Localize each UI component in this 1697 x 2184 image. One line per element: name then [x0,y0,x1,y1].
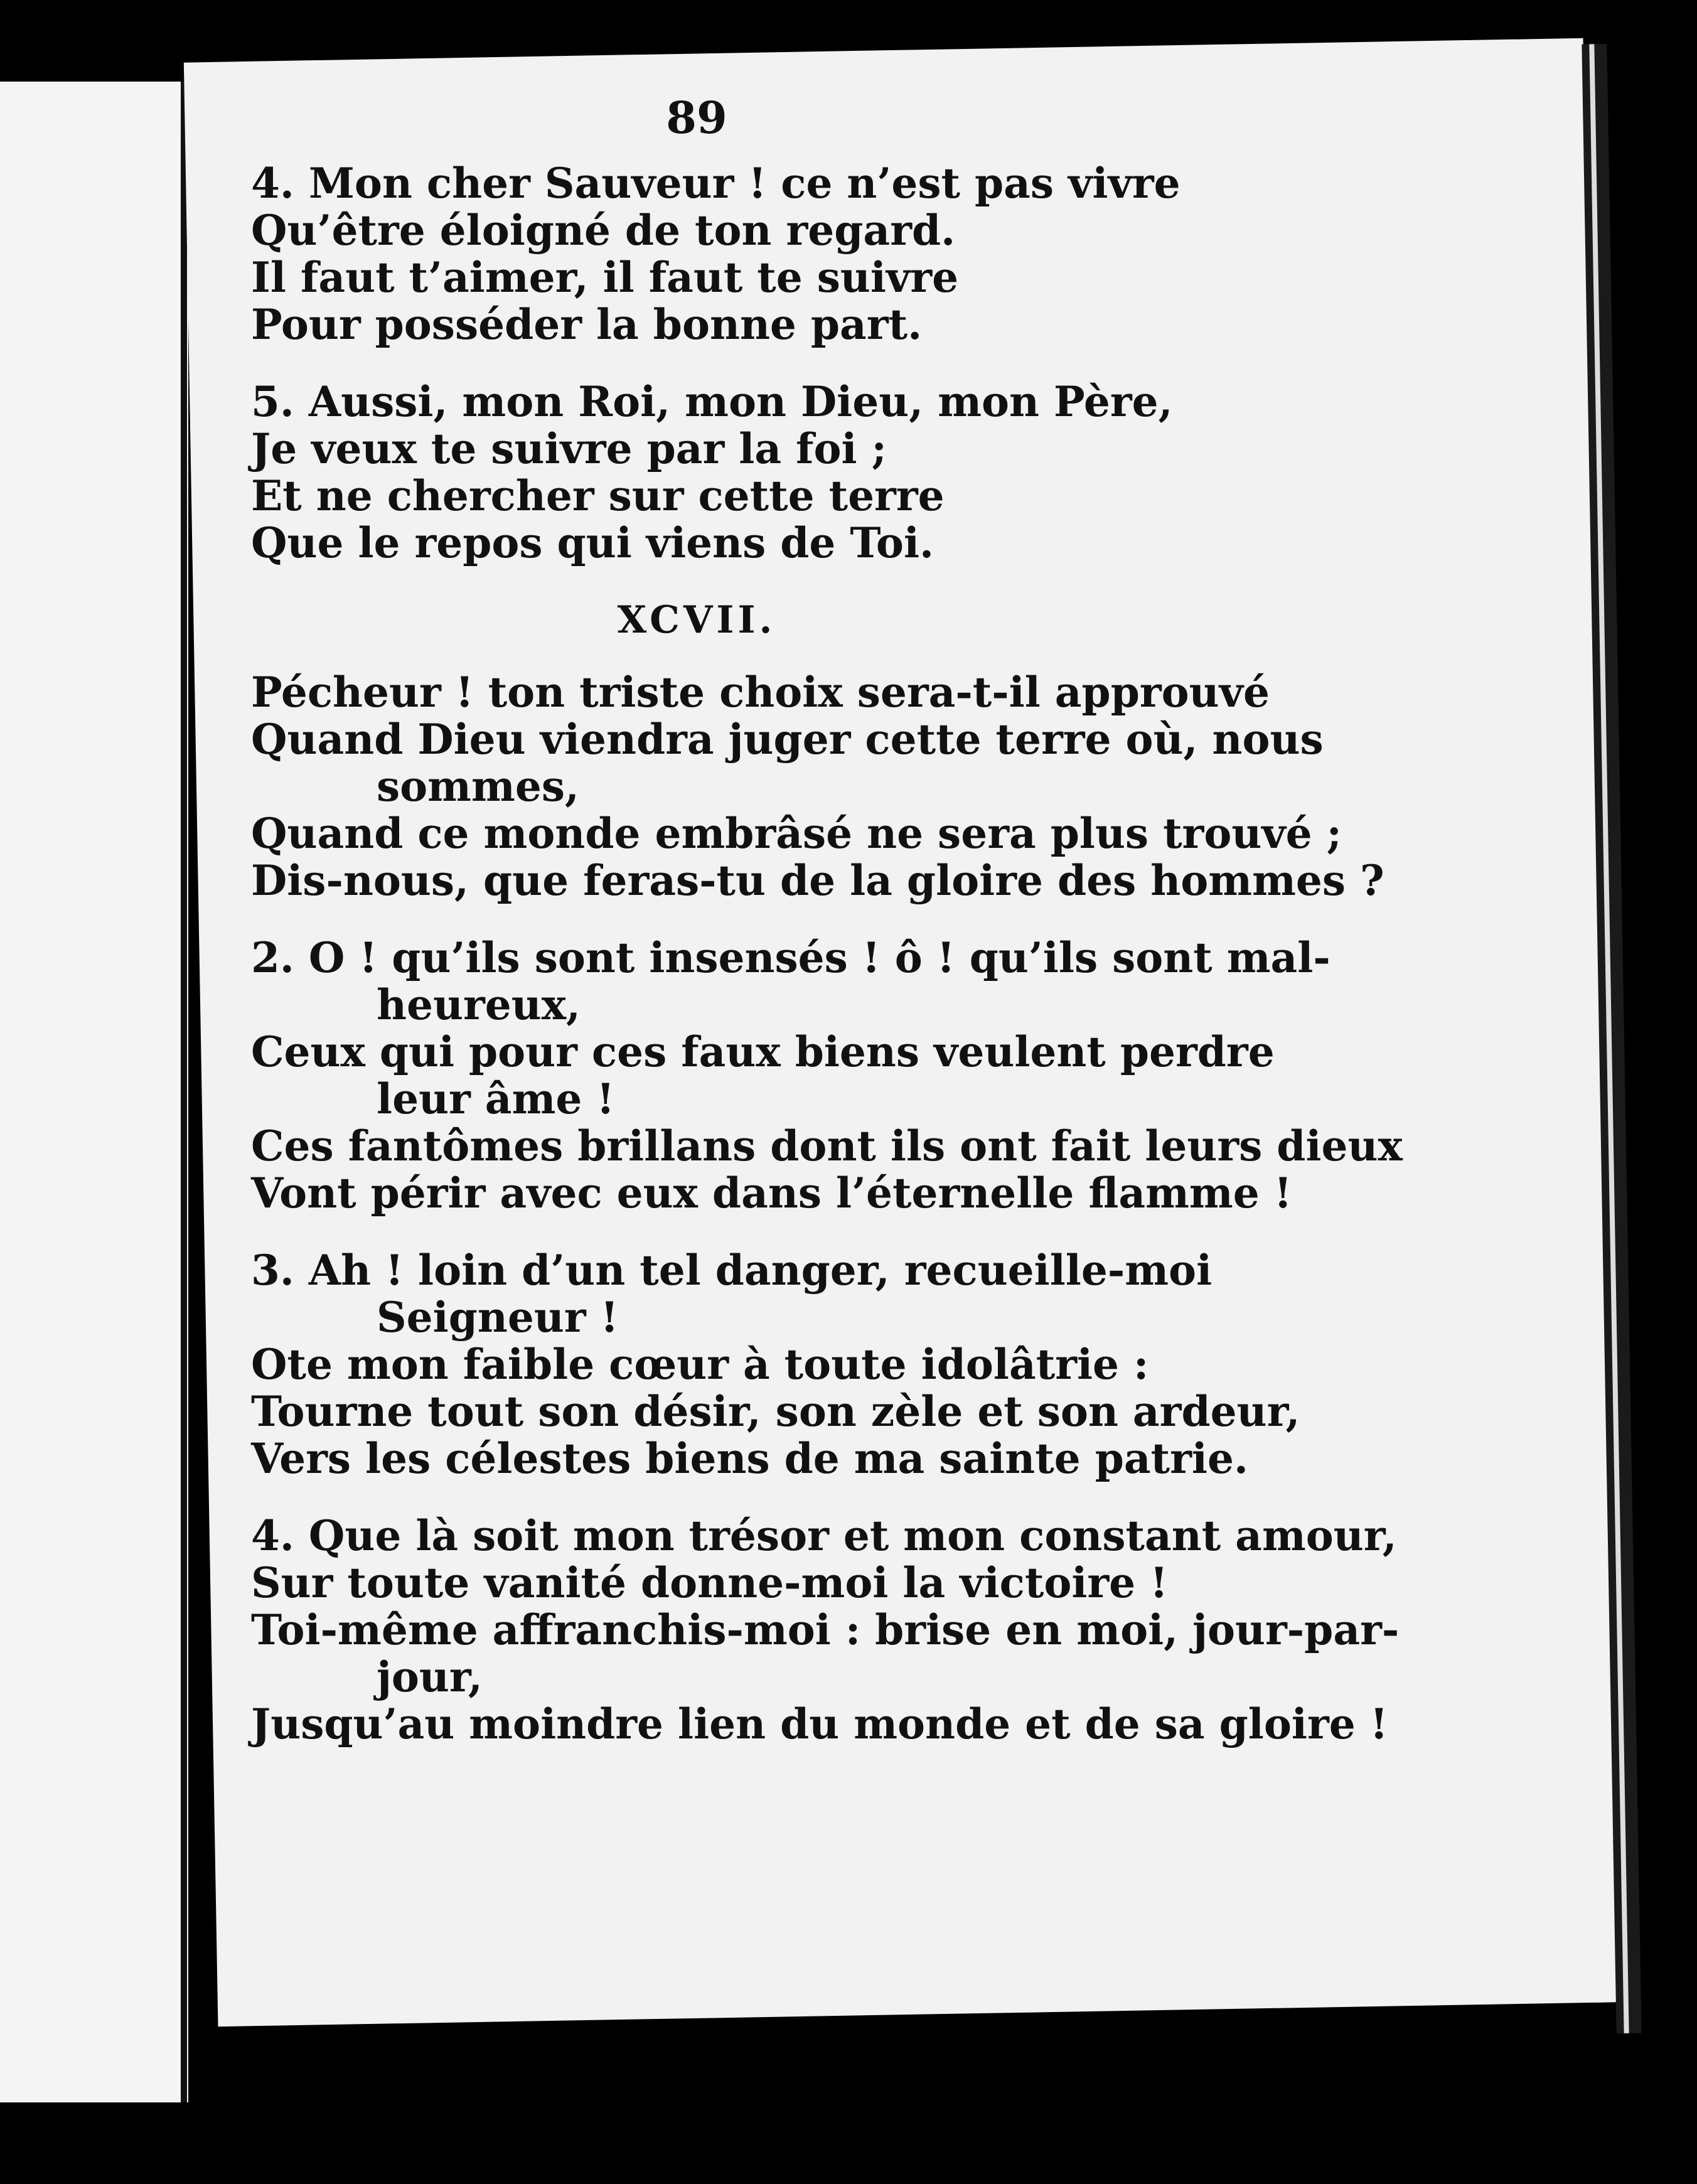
facing-page-edge [0,82,188,2102]
verse-line: heureux, [377,980,581,1029]
verse-line: Vont périr avec eux dans l’éternelle flamme ! [251,1169,1292,1218]
verse-line: 5. Aussi, mon Roi, mon Dieu, mon Père, [251,377,1173,426]
verse-line: Ces fantômes brillans dont ils ont fait leurs dieux [251,1121,1403,1170]
verse-line: Vers les célestes biens de ma sainte patrie. [251,1434,1248,1483]
verse-line: Toi-même affranchis-moi : brise en moi, jour-par- [251,1605,1400,1654]
verse-line: Quand Dieu viendra juger cette terre où, nous [251,715,1324,764]
verse-line: 3. Ah ! loin d’un tel danger, recueille-moi [251,1246,1213,1295]
stanzas-before [251,160,1481,567]
verse-line: Seigneur ! [377,1293,619,1342]
after-stanza-2 [251,934,1481,1217]
verse-line: Ceux qui pour ces faux biens veulent perdre [251,1027,1275,1076]
verse-line: Il faut t’aimer, il faut te suivre [251,253,959,302]
verse-line: Dis-nous, que feras-tu de la gloire des hommes ? [251,856,1384,905]
binding-rule [181,82,187,2102]
verse-line: 4. Mon cher Sauveur ! ce n’est pas vivre [251,159,1180,208]
after-stanza-4 [251,1512,1481,1748]
verse-line: Pour posséder la bonne part. [251,300,923,349]
verse-line: Que le repos qui viens de Toi. [251,518,934,567]
before-stanza-2 [251,378,1481,567]
hymn-number-heading: XCVII. [617,598,776,642]
after-stanza-3 [251,1247,1481,1482]
verse-line: leur âme ! [377,1074,615,1123]
verse-line: 4. Que là soit mon trésor et mon constant amour, [251,1511,1397,1560]
page-text [251,94,1481,1778]
after-stanza-1 [251,669,1481,904]
verse-line: Qu’être éloigné de ton regard. [251,206,956,255]
page-number: 89 [666,92,727,144]
verse-line: Quand ce monde embrâsé ne sera plus trouvé ; [251,809,1342,858]
verse-line: Je veux te suivre par la foi ; [251,424,887,473]
verse-line: Pécheur ! ton triste choix sera-t-il approuvé [251,668,1270,717]
stanzas-after [251,669,1481,1748]
verse-line: Jusqu’au moindre lien du monde et de sa gloire ! [251,1700,1388,1748]
verse-line: Sur toute vanité donne-moi la victoire ! [251,1558,1169,1607]
verse-line: 2. O ! qu’ils sont insensés ! ô ! qu’ils sont mal- [251,933,1330,982]
verse-line: Ote mon faible cœur à toute idolâtrie : [251,1340,1149,1389]
verse-line: jour, [377,1652,483,1701]
before-stanza-1 [251,160,1481,348]
verse-line: sommes, [377,762,579,811]
verse-line: Tourne tout son désir, son zèle et son ardeur, [251,1387,1300,1436]
verse-line: Et ne chercher sur cette terre [251,471,945,520]
